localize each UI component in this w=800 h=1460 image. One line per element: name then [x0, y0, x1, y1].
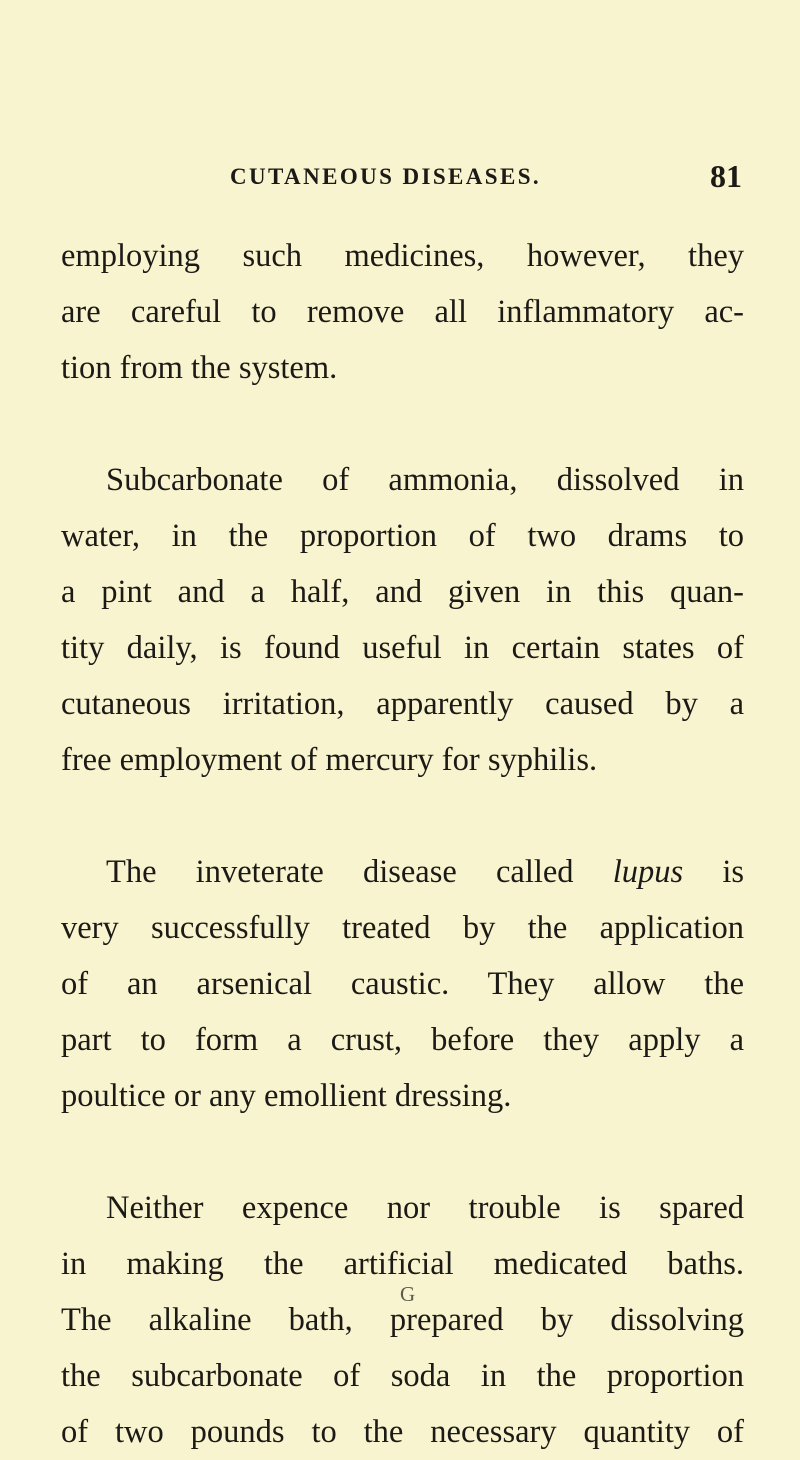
- text-line: employing such medicines, however, they: [61, 238, 744, 274]
- page-number: 81: [710, 158, 742, 194]
- text-line: tion from the system.: [61, 350, 338, 386]
- paragraph: [61, 452, 744, 788]
- text-segment: The inveterate disease called: [106, 854, 613, 890]
- text-line: part to form a crust, before they apply a: [61, 1022, 744, 1058]
- text-line: water, in the proportion of two drams to: [61, 518, 744, 554]
- running-head: [230, 158, 742, 194]
- text-line: [61, 844, 744, 900]
- italic-term: lupus: [612, 854, 684, 890]
- paragraph-gap: [61, 1124, 744, 1180]
- text-segment: is: [683, 854, 744, 890]
- text-line: poultice or any emollient dressing.: [61, 1078, 512, 1114]
- text-line: tity daily, is found useful in certain states of: [61, 630, 744, 666]
- text-line: a pint and a half, and given in this quan-: [61, 574, 744, 610]
- text-line: cutaneous irritation, apparently caused by a: [61, 686, 744, 722]
- paragraph-gap: [61, 396, 744, 452]
- text-line: Subcarbonate of ammonia, dissolved in: [106, 462, 744, 498]
- text-line: very successfully treated by the application: [61, 910, 744, 946]
- text-line: free employment of mercury for syphilis.: [61, 742, 598, 778]
- text-line: Neither expence nor trouble is spared: [106, 1190, 744, 1226]
- body-text: [61, 228, 744, 1460]
- text-line: the subcarbonate of soda in the proportion: [61, 1358, 744, 1394]
- paragraph: [61, 228, 744, 396]
- text-line: in making the artificial medicated baths.: [61, 1246, 744, 1282]
- text-line: are careful to remove all inflammatory ac-: [61, 294, 744, 330]
- text-line: The alkaline bath, prepared by dissolving: [61, 1302, 744, 1338]
- text-line: of an arsenical caustic. They allow the: [61, 966, 744, 1002]
- paragraph: [61, 1180, 744, 1460]
- paragraph: [61, 844, 744, 1124]
- text-line: of two pounds to the necessary quantity of: [61, 1414, 744, 1450]
- running-head-title: CUTANEOUS DISEASES.: [230, 164, 542, 189]
- signature-mark: G: [400, 1282, 416, 1306]
- paragraph-gap: [61, 788, 744, 844]
